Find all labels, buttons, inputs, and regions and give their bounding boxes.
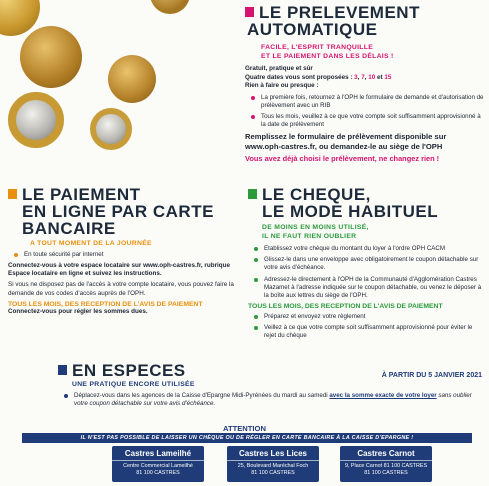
list-item: Tous les mois, veuillez à ce que votre compte soit suffisamment approvisionné à la date de prélèvement bbox=[249, 113, 485, 129]
agency-address-line2: 81 100 CASTRES bbox=[251, 470, 295, 477]
list-item: Glissez-le dans une enveloppe avec obligatoirement le coupon détachable sur votre avis d'échéance. bbox=[252, 256, 484, 272]
agency-address-line1: 25, Boulevard Maréchal Foch bbox=[237, 463, 309, 469]
square-marker-green bbox=[248, 189, 257, 199]
cheque-bullets-2 bbox=[248, 313, 484, 340]
agency-name: Castres Les Lices bbox=[227, 446, 319, 461]
form-line2: www.oph-castres.fr, ou demandez-le au siège de l'OPH bbox=[245, 141, 443, 151]
carte-title bbox=[8, 186, 244, 237]
cheque-section bbox=[248, 186, 484, 343]
square-marker-pink bbox=[245, 7, 254, 17]
especes-title-text: EN ESPECES bbox=[72, 361, 186, 380]
prelevement-dates: Quatre dates vous sont proposées : 3, 7, 10 et 15 bbox=[245, 73, 392, 81]
agency-address bbox=[112, 461, 204, 480]
agency-address-line2: 81 100 CASTRES bbox=[364, 470, 408, 477]
date-3: 3 bbox=[354, 73, 358, 81]
prelevement-form bbox=[245, 132, 485, 152]
carte-title-line2: EN LIGNE PAR CARTE bbox=[22, 202, 214, 221]
carte-para1: Connectez-vous à votre espace locataire sur www.oph-castres.fr, rubrique Espace locataire en ligne et suivez les instructions. bbox=[8, 262, 230, 278]
prelevement-warning: Vous avez déjà choisi le prélèvement, ne changez rien ! bbox=[245, 153, 440, 163]
carte-title-line3: BANCAIRE bbox=[22, 219, 116, 238]
coin-2 bbox=[20, 26, 82, 88]
prelevement-section bbox=[245, 4, 485, 163]
prelevement-bullets bbox=[245, 94, 485, 129]
prelevement-title bbox=[245, 4, 485, 38]
coin-3 bbox=[108, 55, 156, 103]
especes-bullet-c: sans oublier votre coupon détachable sur votre avis d'échéance. bbox=[74, 392, 472, 408]
list-item: Préparez et envoyez votre règlement bbox=[252, 313, 484, 321]
agency-box-carnot bbox=[340, 446, 432, 482]
attention-bar: IL N'EST PAS POSSIBLE DE LAISSER UN CHÈQUE OU DE RÉGLER EN CARTE BANCAIRE À LA CAISSE D'EPARGNE ! bbox=[22, 433, 472, 443]
agency-address-line2: 81 100 CASTRES bbox=[136, 470, 180, 477]
agency-address bbox=[227, 461, 319, 480]
square-marker-orange bbox=[8, 189, 17, 199]
prelevement-intro: Gratuit, pratique et sûr bbox=[245, 65, 313, 73]
carte-month-line: TOUS LES MOIS, DES RECEPTION DE L'AVIS DE PAIEMENT bbox=[8, 300, 203, 308]
cheque-subtitle-line2: IL NE FAUT RIEN OUBLIER bbox=[262, 233, 357, 241]
especes-subtitle: UNE PRATIQUE ENCORE UTILISÉE bbox=[72, 381, 195, 388]
list-item bbox=[62, 392, 486, 408]
cheque-month-line: TOUS LES MOIS, DES RECEPTION DE L'AVIS DE PAIEMENT bbox=[248, 302, 443, 310]
cheque-title-line2: LE MODE HABITUEL bbox=[262, 202, 439, 221]
dates-label: Quatre dates vous sont proposées : bbox=[245, 73, 355, 81]
especes-bullet-b: avec la somme exacte de votre loyer bbox=[329, 392, 437, 399]
agency-address-line1: 9, Place Carnot 81 100 CASTRES bbox=[344, 463, 428, 469]
coin-5 bbox=[90, 108, 132, 150]
coins-photo bbox=[0, 0, 200, 180]
especes-bullet-a: Déplacez-vous dans les agences de la Caisse d'Epargne Midi-Pyrénées du mardi au samedi bbox=[74, 392, 330, 399]
carte-subtitle: A TOUT MOMENT DE LA JOURNÉE bbox=[30, 240, 152, 247]
coin-4 bbox=[8, 92, 64, 148]
agency-address-line1: Centre Commercial Lameilhé bbox=[123, 463, 193, 469]
form-line1: Remplissez le formulaire de prélèvement disponible sur bbox=[245, 132, 447, 142]
agency-box-les-lices bbox=[227, 446, 319, 482]
list-item: Veillez à ce que votre compte soit suffisamment approvisionné pour éviter le rejet du chèque bbox=[252, 324, 484, 340]
especes-section bbox=[58, 362, 486, 411]
prelevement-title-line2: AUTOMATIQUE bbox=[247, 20, 378, 39]
prelevement-subtitle-line1: FACILE, L'ESPRIT TRANQUILLE bbox=[261, 44, 374, 51]
especes-bullets bbox=[58, 392, 486, 408]
date-10: 10 bbox=[368, 73, 376, 81]
prelevement-rien: Rien à faire ou presque : bbox=[245, 81, 319, 89]
carte-section bbox=[8, 186, 244, 316]
agency-name: Castres Carnot bbox=[340, 446, 432, 461]
list-item: Adressez-le directement à l'OPH de la Communauté d'Agglomération Castres Mazamet à l'adresse indiquée sur le coupon détachable, ou venez le déposer à la boîte aux lettres du siège de l'OPH. bbox=[252, 276, 484, 300]
agency-address bbox=[340, 461, 432, 480]
date-15: 15 bbox=[384, 73, 392, 81]
cheque-bullets bbox=[248, 245, 484, 299]
cheque-subtitle bbox=[262, 223, 484, 241]
coin-partial bbox=[150, 0, 190, 14]
square-marker-navy bbox=[58, 365, 67, 375]
prelevement-subtitle bbox=[261, 43, 485, 61]
carte-bullets bbox=[8, 251, 244, 259]
prelevement-title-line1: LE PRELEVEMENT bbox=[259, 3, 420, 22]
list-item: La première fois, retournez à l'OPH le formulaire de demande et d'autorisation de prélèvement avec un RIB bbox=[249, 94, 485, 110]
attention-heading: ATTENTION bbox=[223, 424, 266, 433]
agency-name: Castres Lameilhé bbox=[112, 446, 204, 461]
list-item: Etablissez votre chèque du montant du loyer à l'ordre OPH CACM bbox=[252, 245, 484, 253]
prelevement-subtitle-line2: ET LE PAIEMENT DANS LES DÉLAIS ! bbox=[261, 53, 394, 61]
cheque-title-line1: LE CHEQUE, bbox=[262, 185, 371, 204]
date-7: 7 bbox=[361, 73, 365, 81]
list-item: En toute sécurité par internet bbox=[12, 251, 244, 259]
carte-connect: Connectez-vous pour régler les sommes dues. bbox=[8, 307, 148, 315]
carte-para2: Si vous ne disposez pas de l'accès à votre compte locataire, vous pouvez faire la demande de vos codes d'accès auprès de l'OPH. bbox=[8, 281, 234, 297]
carte-title-line1: LE PAIEMENT bbox=[22, 185, 141, 204]
cheque-subtitle-line1: DE MOINS EN MOINS UTILISÉ, bbox=[262, 224, 369, 231]
agency-box-lameilhe bbox=[112, 446, 204, 482]
cheque-title bbox=[248, 186, 484, 220]
especes-date: À PARTIR DU 5 JANVIER 2021 bbox=[381, 372, 482, 379]
